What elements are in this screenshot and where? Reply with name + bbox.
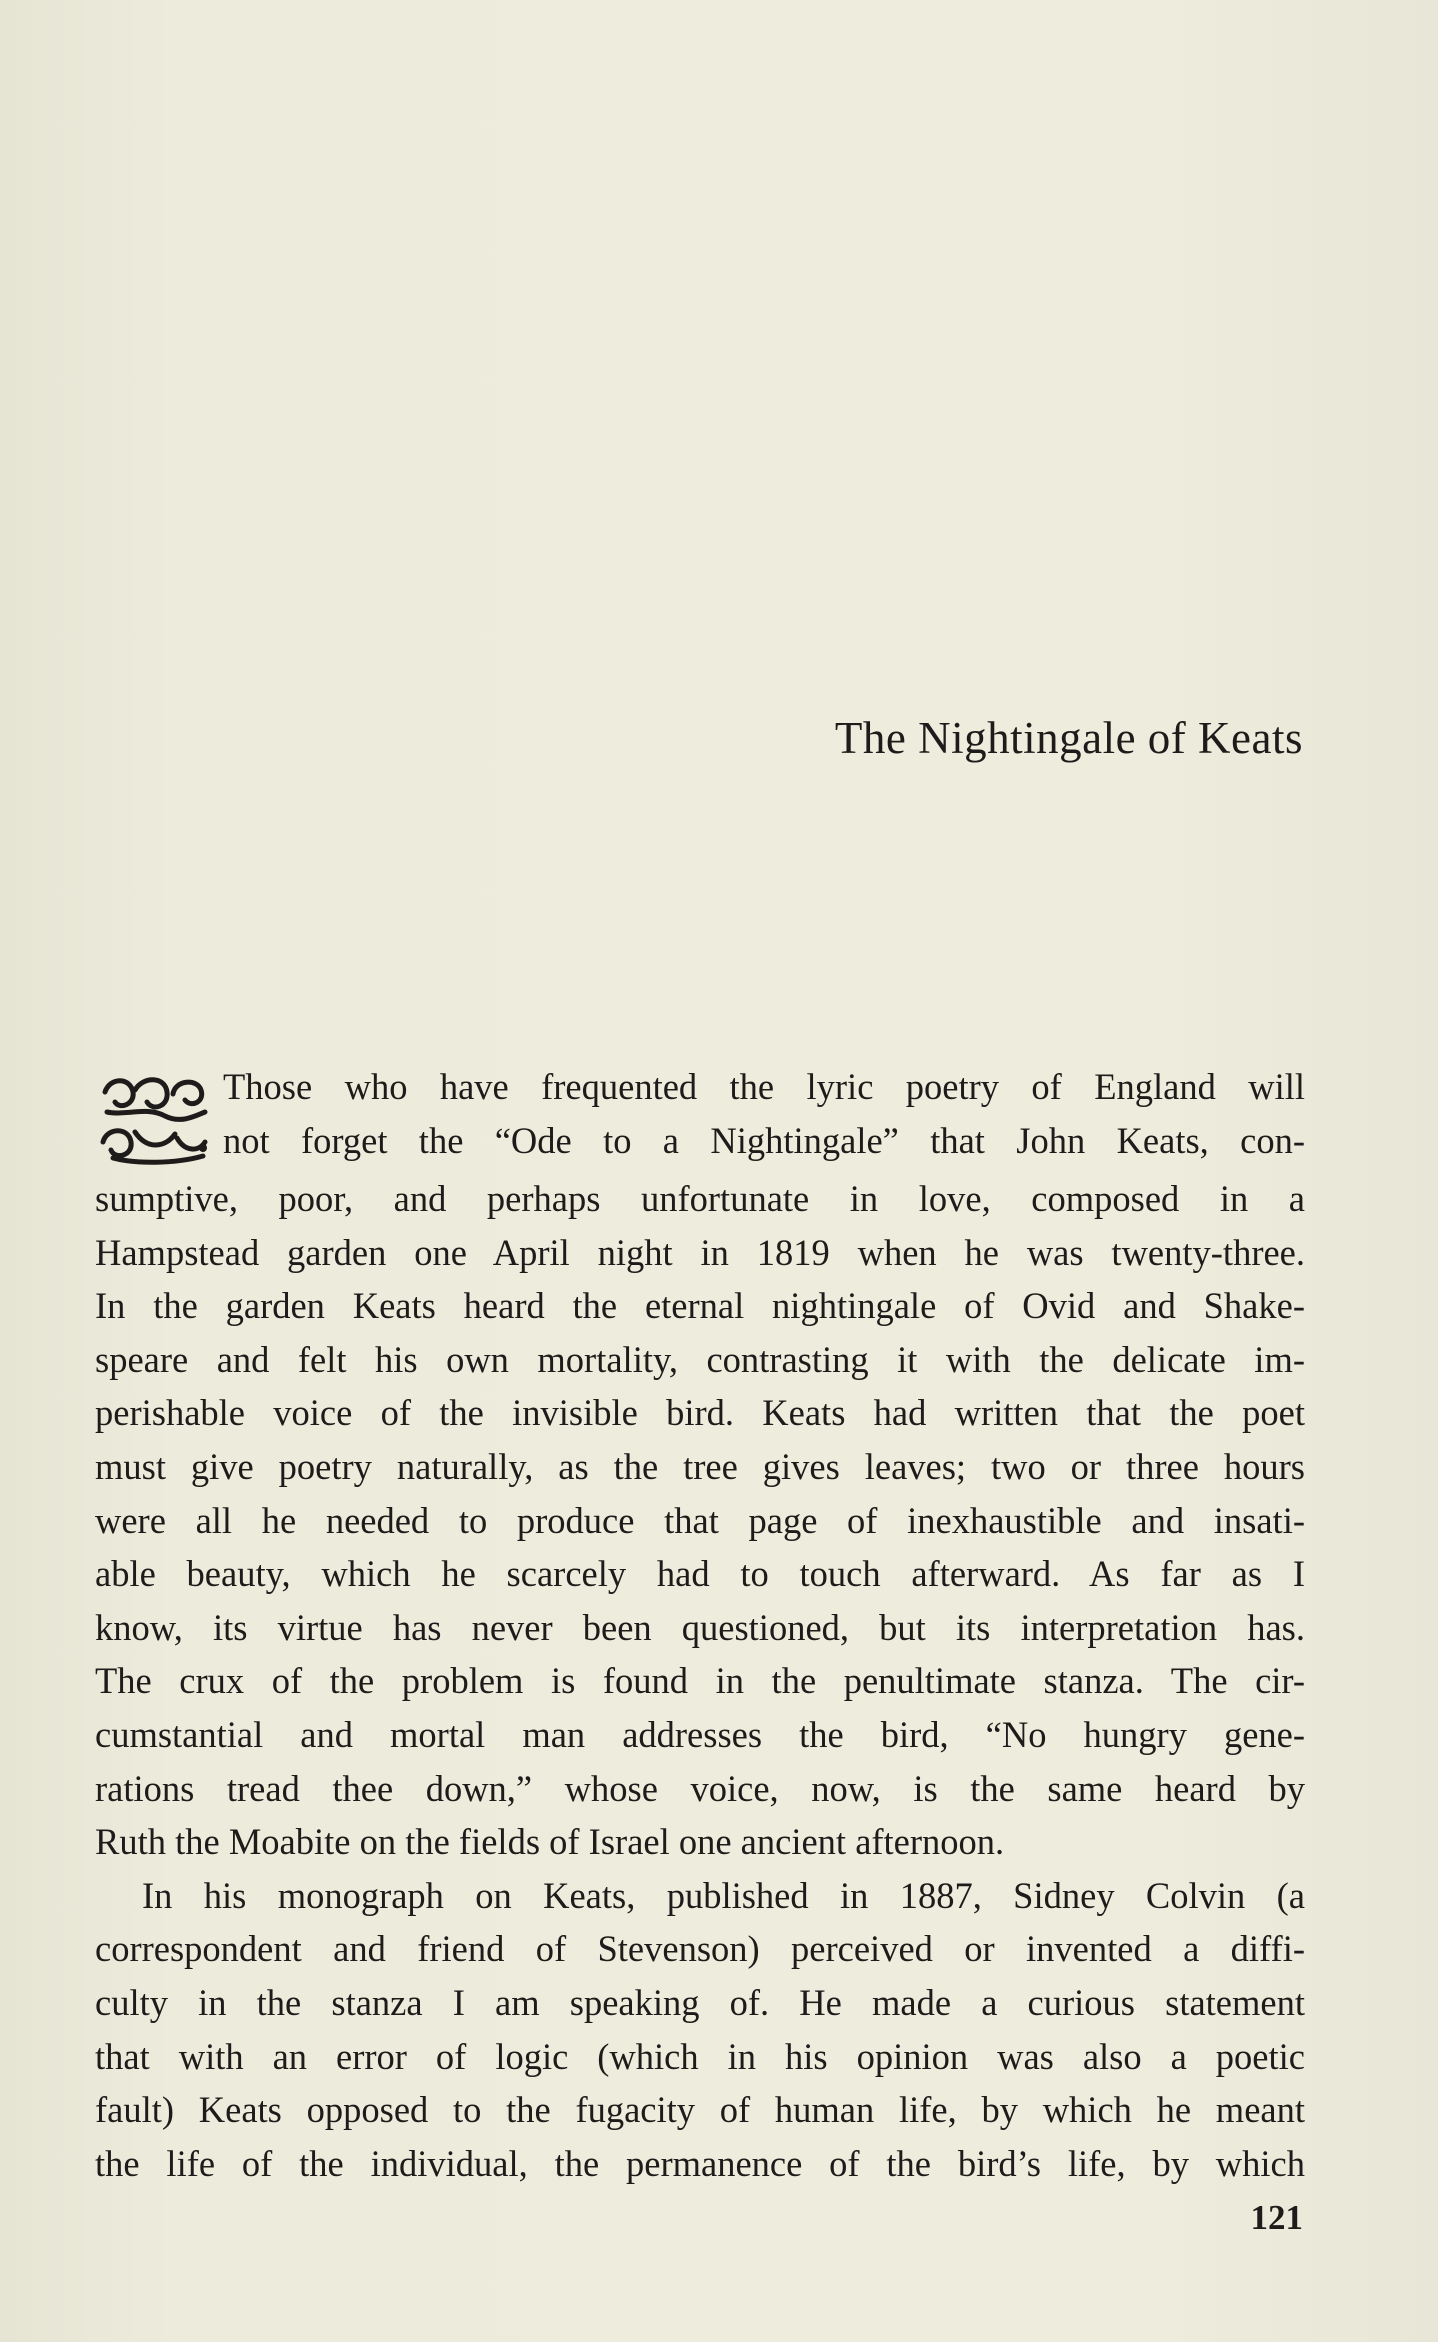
paragraph-1-line-2: not forget the “Ode to a Nightingale” that John Keats, con- [223,1119,1305,1161]
paragraph-2-line-2: correspondent and friend of Stevenson) perceived or invented a diffi- [95,1928,1305,1970]
paragraph-1-line-8: must give poetry naturally, as the tree gives leaves; two or three hours [95,1445,1305,1487]
paragraph-1-line-15: Ruth the Moabite on the fields of Israel one ancient afternoon. [95,1821,1005,1863]
paragraph-2-line-1: In his monograph on Keats, published in 1887, Sidney Colvin (a [142,1874,1305,1916]
paragraph-1-line-14: rations tread thee down,” whose voice, now, is the same heard by [95,1767,1305,1809]
paragraph-2-line-4: that with an error of logic (which in his opinion was also a poetic [95,2035,1305,2077]
paragraph-1-line-11: know, its virtue has never been questioned, but its interpretation has. [95,1606,1305,1648]
paragraph-1-line-4: Hampstead garden one April night in 1819 when he was twenty-three. [95,1231,1305,1273]
paragraph-2-line-5: fault) Keats opposed to the fugacity of human life, by which he meant [95,2089,1305,2131]
paragraph-1-line-12: The crux of the problem is found in the penultimate stanza. The cir- [95,1660,1305,1702]
paragraph-2-line-6: the life of the individual, the permanence of the bird’s life, by which [95,2142,1305,2184]
paragraph-1-line-13: cumstantial and mortal man addresses the bird, “No hungry gene- [95,1713,1305,1755]
body-text [95,1060,1305,2190]
paragraph-1-line-10: able beauty, which he scarcely had to touch afterward. As far as I [95,1553,1305,1595]
paragraph-1-line-6: speare and felt his own mortality, contrasting it with the delicate im- [95,1338,1305,1380]
page-number: 121 [1250,2198,1303,2237]
decorative-initial-ornament-icon [95,1072,215,1172]
paragraph-1-line-7: perishable voice of the invisible bird. Keats had written that the poet [95,1392,1305,1434]
paragraph-1-line-3: sumptive, poor, and perhaps unfortunate in love, composed in a [95,1178,1305,1219]
paragraph-2-line-3: culty in the stanza I am speaking of. He made a curious statement [95,1981,1305,2023]
chapter-title: The Nightingale of Keats [834,713,1303,763]
paragraph-1-line-1: Those who have frequented the lyric poetry of England will [223,1066,1305,1107]
paragraph-1-line-9: were all he needed to produce that page of inexhaustible and insati- [95,1499,1305,1541]
paragraph-1-line-5: In the garden Keats heard the eternal nightingale of Ovid and Shake- [95,1285,1305,1327]
